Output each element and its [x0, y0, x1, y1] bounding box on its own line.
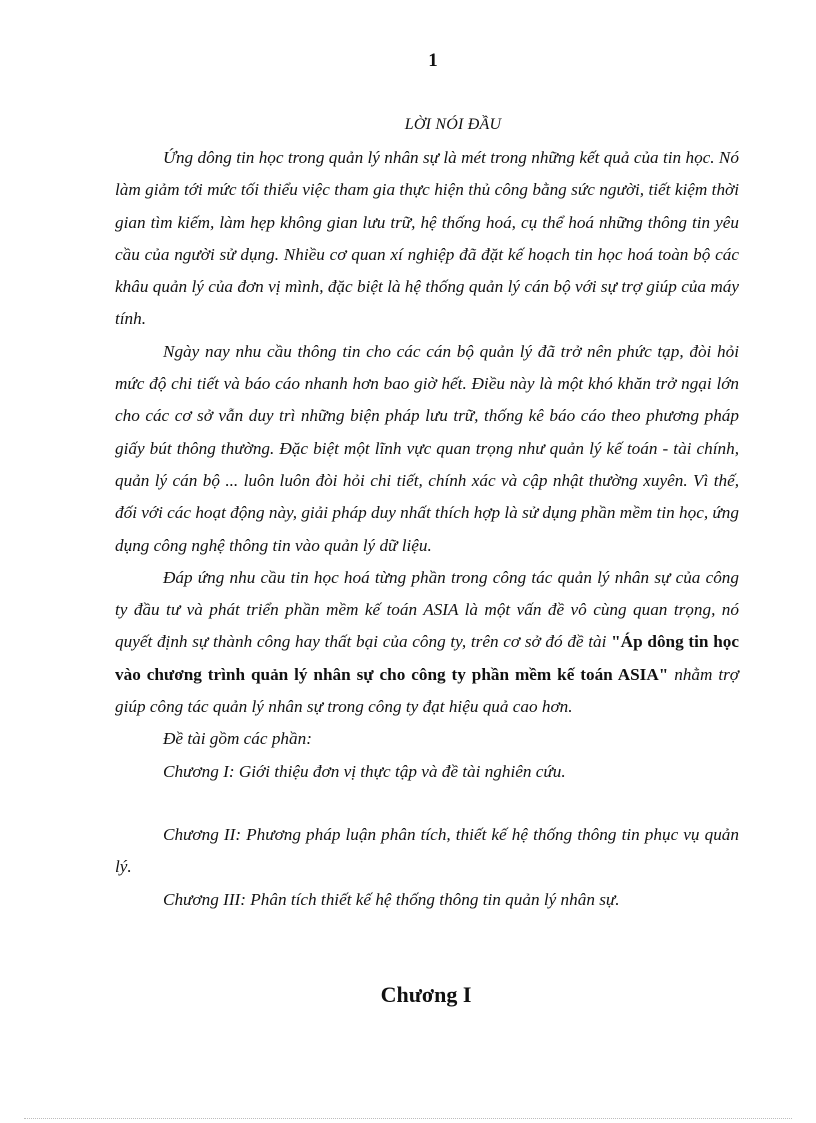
purpose-text-end: nhằm trợ giúp công tác quản lý nhân sự trong công ty đạt hiệu quả cao hơn.	[115, 664, 739, 717]
outline-chapter-1: Chương I: Giới thiệu đơn vị thực tập và đề tài nghiên cứu.	[163, 761, 566, 781]
outline-chapter-2: Chương II: Phương pháp luận phân tích, thiết kế hệ thống thông tin phục vụ quản lý.	[115, 824, 739, 877]
paragraph-outline-intro: Đề tài gồm các phần:	[163, 729, 312, 749]
thesis-title: "Áp dông tin học vào chương trình quản lý nhân sự cho công ty phần mềm kế toán ASIA"	[115, 632, 739, 684]
paragraph-purpose	[115, 562, 739, 723]
paragraph-context: Ngày nay nhu cầu thông tin cho các cán bộ quản lý đã trở nên phức tạp, đòi hỏi mức độ chi tiết và báo cáo nhanh hơn bao giờ hết. Điều này là một khó khăn trở ngại lớn cho các cơ sở vẫn duy trì những biện pháp lưu trữ, thống kê báo cáo theo phương pháp giấy bút thông thường. Đặc biệt một lĩnh vực quan trọng như quản lý kế toán - tài chính, quản lý cán bộ ... luôn luôn đòi hỏi chi tiết, chính xác và cập nhật thường xuyên. Vì thế, đối với các hoạt động này, giải pháp duy nhất thích hợp là sử dụng phần mềm tin học, ứng dụng công nghệ thông tin vào quản lý dữ liệu.	[115, 341, 739, 555]
outline-chapter-3: Chương III: Phân tích thiết kế hệ thống thông tin quản lý nhân sự.	[163, 889, 620, 909]
paragraph-intro: Ứng dông tin học trong quản lý nhân sự là mét trong những kết quả của tin học. Nó làm giảm tới mức tối thiểu việc tham gia thực hiện thủ công bằng sức người, tiết kiệm thời gian tìm kiếm, làm hẹp không gian lưu trữ, hệ thống hoá, cụ thể hoá những thông tin yêu cầu của người sử dụng. Nhiều cơ quan xí nghiệp đã đặt kế hoạch tin học hoá toàn bộ các khâu quản lý của đơn vị mình, đặc biệt là hệ thống quản lý cán bộ với sự trợ giúp của máy tính.	[115, 148, 739, 329]
page-number: 1	[428, 50, 438, 71]
chapter-heading: Chương I	[380, 982, 472, 1007]
purpose-text-start: Đáp ứng nhu cầu tin học hoá từng phần trong công tác quản lý nhân sự của công ty đầu tư và phát triển phần mềm kế toán ASIA là một vấn đề vô cùng quan trọng, nó quyết định sự thành công hay thất bại của công ty, trên cơ sở đó đề tài	[115, 567, 739, 652]
page-divider	[24, 1118, 792, 1119]
preface-heading: LỜI NÓI ĐẦU	[404, 116, 502, 133]
document-body	[115, 142, 739, 916]
